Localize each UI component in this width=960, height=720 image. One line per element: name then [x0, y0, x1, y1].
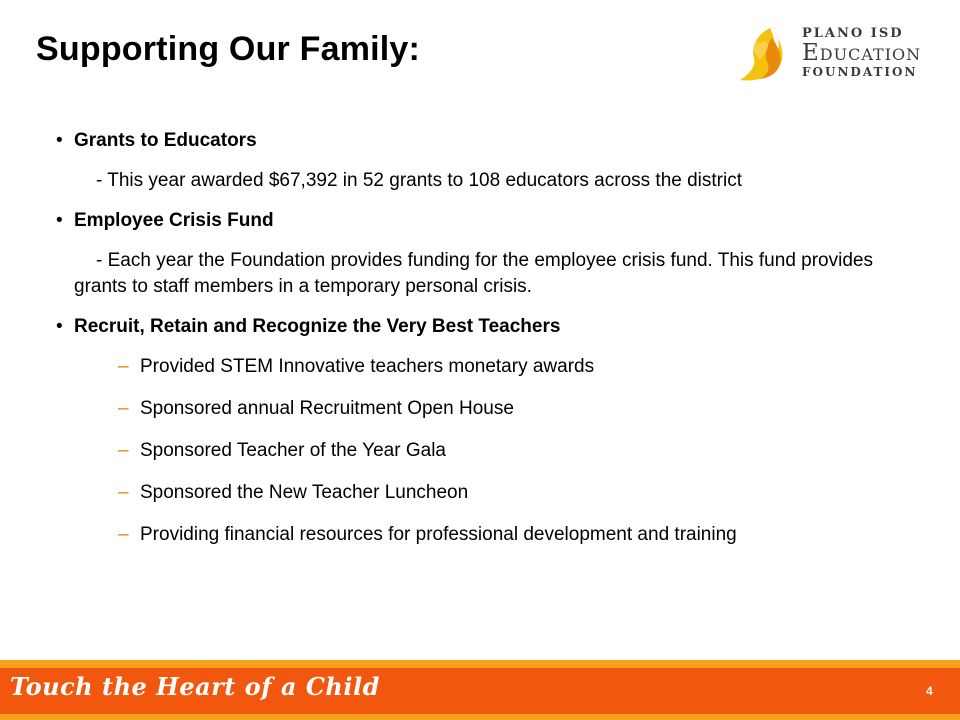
crisis-heading: Employee Crisis Fund: [74, 210, 274, 231]
footer-tagline: Touch the Heart of a Child: [10, 672, 380, 701]
dash-mark: –: [118, 482, 129, 503]
recruit-item-text: Sponsored the New Teacher Luncheon: [140, 482, 469, 503]
slide-title: Supporting Our Family:: [36, 30, 421, 68]
recruit-item-text: Sponsored annual Recruitment Open House: [140, 398, 514, 419]
recruit-item: [56, 438, 926, 464]
recruit-item: [56, 354, 926, 380]
recruit-item: [56, 480, 926, 506]
recruit-item-text: Provided STEM Innovative teachers monetary awards: [140, 356, 595, 377]
footer-band: [0, 660, 960, 720]
logo-line-3: FOUNDATION: [802, 65, 918, 79]
foundation-logo: [736, 24, 926, 86]
logo-line-2: Education: [802, 40, 922, 66]
page-number: 4: [926, 684, 933, 698]
recruit-heading: Recruit, Retain and Recognize the Very Best Teachers: [74, 316, 561, 337]
recruit-item: [56, 522, 926, 548]
recruit-item-text: Providing financial resources for professional development and training: [140, 524, 737, 545]
bullet-crisis: [56, 208, 926, 234]
bullet-recruit: [56, 314, 926, 340]
bullet-dot: •: [56, 316, 63, 337]
recruit-item: [56, 396, 926, 422]
logo-line-1: PLANO ISD: [802, 26, 904, 41]
footer-accent-top: [0, 660, 960, 668]
bullet-dot: •: [56, 130, 63, 151]
grants-detail: - This year awarded $67,392 in 52 grants to 108 educators across the district: [96, 170, 743, 191]
dash-mark: –: [118, 398, 129, 419]
flame-heart-icon: [736, 24, 800, 86]
dash-mark: –: [118, 356, 129, 377]
footer-accent-bottom: [0, 714, 960, 720]
recruit-item-text: Sponsored Teacher of the Year Gala: [140, 440, 446, 461]
dash-mark: –: [118, 524, 129, 545]
dash-mark: –: [118, 440, 129, 461]
grants-heading: Grants to Educators: [74, 130, 257, 151]
bullet-dot: •: [56, 210, 63, 231]
crisis-detail: - Each year the Foundation provides funding for the employee crisis fund. This fund provides grants to staff members in a temporary personal crisis.: [74, 250, 873, 297]
slide-body: [56, 128, 926, 564]
bullet-grants: [56, 128, 926, 154]
